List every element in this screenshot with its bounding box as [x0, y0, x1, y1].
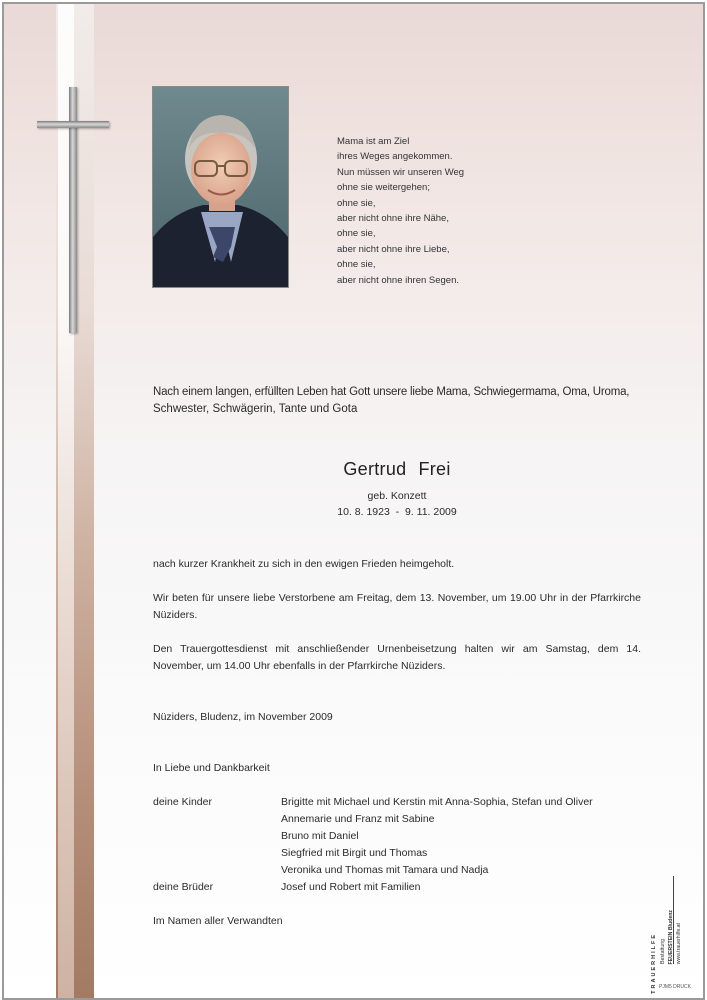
poem-line: aber nicht ohne ihren Segen.: [337, 274, 460, 286]
life-dates: 10. 8. 1923 - 9. 11. 2009: [337, 506, 457, 518]
passing-text: nach kurzer Krankheit zu sich in den ewigen Frieden heimgeholt.: [153, 558, 455, 570]
children-list: [281, 794, 593, 879]
birth-name: geb. Konzett: [367, 490, 427, 502]
portrait-illustration: [153, 87, 288, 287]
child-entry: Brigitte mit Michael und Kerstin mit Anna-Sophia, Stefan und Oliver: [281, 796, 593, 808]
parte-page: [2, 2, 705, 1000]
brand-sub: Bestattung: [660, 939, 666, 964]
child-entry: Veronika und Thomas mit Tamara und Nadja: [281, 864, 489, 876]
poem-line: ohne sie weitergehen;: [337, 182, 430, 194]
funeral-text: Den Trauergottesdienst mit anschließender Urnenbeisetzung halten wir am Samstag, dem 14. November, um 14.00 Uhr ebenfalls in der Pfarrkirche Nüziders.: [153, 643, 641, 672]
poem-line: ihres Weges angekommen.: [337, 151, 453, 163]
poem-line: aber nicht ohne ihre Liebe,: [337, 243, 450, 255]
brand-name: TRAUERHILFE: [651, 933, 657, 994]
brand-company: FEUERSTEIN Bludenz: [668, 909, 674, 964]
print-code: PJM5 DRUCK: [659, 984, 691, 990]
poem: [337, 134, 464, 288]
funeral-home-logo: [649, 874, 689, 994]
intro-line: Schwester, Schwägerin, Tante und Gota: [153, 403, 358, 415]
prayer-text: Wir beten für unsere liebe Verstorbene am Freitag, dem 13. November, um 19.00 Uhr in der Pfarrkirche Nüziders.: [153, 592, 641, 621]
child-entry: Bruno mit Daniel: [281, 830, 359, 842]
place-date: Nüziders, Bludenz, im November 2009: [153, 711, 333, 723]
brothers-label: deine Brüder: [153, 881, 214, 893]
portrait-photo: [152, 86, 289, 288]
intro-line: Nach einem langen, erfüllten Leben hat Gott unsere liebe Mama, Schwiegermama, Oma, Uroma,: [153, 386, 630, 398]
poem-line: Nun müssen wir unseren Weg: [337, 166, 465, 178]
last-name: Frei: [418, 459, 451, 479]
intro-text: [153, 384, 641, 418]
cross-bar: [37, 121, 109, 128]
brothers-list: [281, 879, 420, 896]
poem-line: ohne sie,: [337, 259, 376, 271]
child-entry: Annemarie und Franz mit Sabine: [281, 813, 435, 825]
deceased-block: [153, 459, 641, 520]
children-label: deine Kinder: [153, 796, 212, 808]
poem-line: ohne sie,: [337, 228, 376, 240]
brand-web: www.trauerhilfe.at: [676, 922, 682, 964]
brothers-entry: Josef und Robert mit Familien: [281, 881, 421, 893]
child-entry: Siegfried mit Birgit und Thomas: [281, 847, 428, 859]
first-name: Gertrud: [343, 459, 407, 479]
closing-love: In Liebe und Dankbarkeit: [153, 762, 270, 774]
closing-family: Im Namen aller Verwandten: [153, 915, 283, 927]
poem-line: ohne sie,: [337, 197, 376, 209]
poem-line: Mama ist am Ziel: [337, 136, 410, 147]
poem-line: aber nicht ohne ihre Nähe,: [337, 213, 449, 225]
deceased-name: [153, 459, 641, 480]
